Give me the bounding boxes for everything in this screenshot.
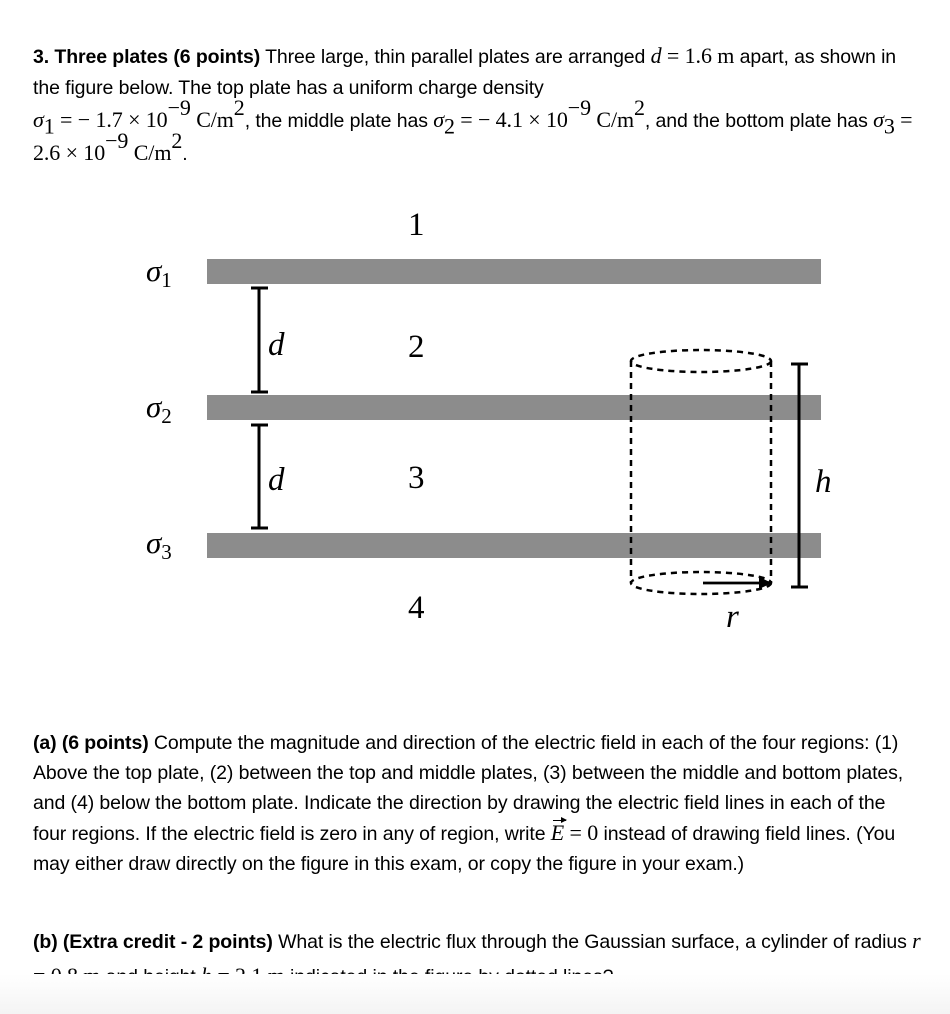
region-4-label: 4 — [408, 590, 425, 626]
sigma2-symbol: σ — [433, 107, 444, 132]
sigma2-label: σ2 — [146, 389, 172, 428]
radius-arrowhead — [759, 577, 772, 589]
h-label: h — [815, 464, 832, 500]
region-3-label: 3 — [408, 460, 425, 496]
bottom-plate — [207, 533, 821, 558]
region-1-label: 1 — [408, 207, 425, 243]
d-marker-upper — [251, 288, 268, 392]
part-b-label: (b) (Extra credit - 2 points) — [33, 931, 273, 953]
sigma1-value: = − 1.7 × 10 — [54, 107, 168, 132]
sigma3-symbol: σ — [873, 107, 884, 132]
part-b: (b) (Extra credit - 2 points) What is the electric flux through the Gaussian surface, a cylinder of radius r — [33, 924, 923, 994]
problem-statement: 3. Three plates (6 points) Three large, thin parallel plates are arranged d = 1.6 m apart, as shown in the figure below. The top plate has a uniform charge density $\sigma_1$ = − $1.7 \times 10^{-9}$ $C/m^2$, the middle plate has $\sigma_2$ = − $4.1 \times 10^{-9}$ $C/m^2$, and the bottom plate has $\sigma_3 = 2.6 \times 10^{-9}$ $C/m^2$. — [33, 43, 913, 165]
sigma1-symbol: σ — [33, 107, 44, 132]
d-label-lower: d — [268, 462, 285, 498]
sigma3-value: = 2.6 × 10 — [33, 107, 913, 165]
sigma1-label: σ1 — [146, 253, 172, 292]
plates-figure — [0, 190, 950, 650]
page-bottom-shade — [0, 974, 950, 1014]
part-a-label: (a) (6 points) — [33, 732, 149, 754]
e-vector-symbol: E — [551, 818, 564, 848]
d-marker-lower — [251, 425, 268, 528]
d-label-upper: d — [268, 327, 285, 363]
top-plate — [207, 259, 821, 284]
sigma2-value: = − 4.1 × 10 — [454, 107, 568, 132]
middle-plate — [207, 395, 821, 420]
r-label: r — [726, 599, 739, 635]
region-2-label: 2 — [408, 329, 425, 365]
sigma3-label: σ3 — [146, 525, 172, 564]
part-a: (a) (6 points) Compute the magnitude and direction of the electric field in each of the four regions: (1) Above the top plate, (2) between the top and middle plates, (3) between the middle and bottom plates, and (4) below the bottom plate. Indicate the direction by drawing the electric field lines in each of the four regions. If the electric field is zero in any of region, write E = 0 instead of drawing field lines. (You may either draw directly on the figure in this exam, or copy the figure in your exam.) — [33, 732, 904, 875]
problem-title: 3. Three plates (6 points) — [33, 46, 261, 68]
